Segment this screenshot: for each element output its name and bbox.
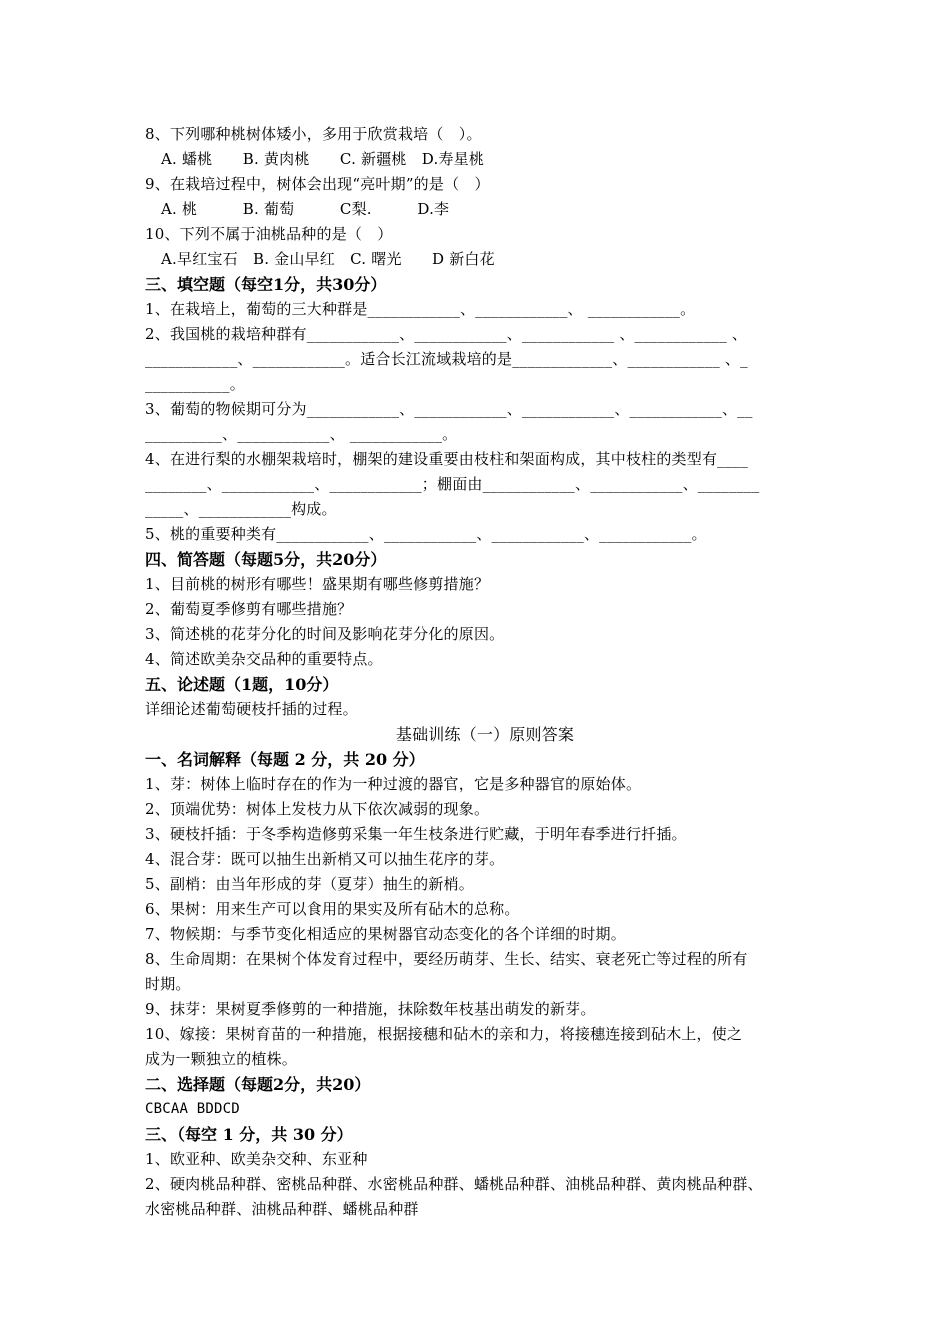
section-heading: 四、简答题（每题5分，共20分） bbox=[145, 550, 387, 569]
text-line: 3、简述桃的花芽分化的时间及影响花芽分化的原因。 bbox=[145, 625, 505, 643]
text-line: 成为一颗独立的植株。 bbox=[145, 1050, 298, 1068]
text-line: __________、____________、 ____________。 bbox=[145, 425, 458, 443]
text-line: 1、在栽培上，葡萄的三大种群是____________、____________、 ____________。 bbox=[145, 300, 696, 318]
document-content bbox=[145, 122, 825, 1222]
answer-key-title: 基础训练（一）原则答案 bbox=[395, 725, 575, 744]
text-line: 4、在进行梨的水棚架栽培时，棚架的建设重要由枝柱和架面构成，其中枝柱的类型有____ bbox=[145, 450, 748, 468]
text-line: 7、物候期：与季节变化相适应的果树器官动态变化的各个详细的时期。 bbox=[145, 925, 626, 943]
text-line: 2、硬肉桃品种群、密桃品种群、水密桃品种群、蟠桃品种群、油桃品种群、黄肉桃品种群、 bbox=[145, 1175, 763, 1193]
text-line: 2、顶端优势：树体上发枝力从下依次减弱的现象。 bbox=[145, 800, 490, 818]
text-line: 9、抹芽：果树夏季修剪的一种措施，抹除数年枝基出萌发的新芽。 bbox=[145, 1000, 596, 1018]
text-line: 详细论述葡萄硬枝扦插的过程。 bbox=[145, 700, 358, 718]
section-heading: 三、（每空 1 分，共 30 分） bbox=[145, 1125, 353, 1144]
text-line: ___________。 bbox=[145, 375, 245, 393]
text-line: ____________、____________。适合长江流域栽培的是_____________、____________ 、_ bbox=[145, 350, 748, 368]
text-line: 4、混合芽：既可以抽生出新梢又可以抽生花序的芽。 bbox=[145, 850, 505, 868]
text-line: 5、桃的重要种类有____________、____________、____________、____________。 bbox=[145, 525, 707, 543]
text-line: 10、嫁接：果树育苗的一种措施，根据接穗和砧木的亲和力，将接穗连接到砧木上，使之 bbox=[145, 1025, 743, 1043]
text-line: 10、下列不属于油桃品种的是（ ） bbox=[145, 225, 393, 243]
text-line: ________、____________、____________；棚面由____________、____________、________ bbox=[145, 475, 760, 493]
answer-options: A.早红宝石 B. 金山早红 C. 曙光 D 新白花 bbox=[161, 250, 495, 268]
text-line: 1、芽：树体上临时存在的作为一种过渡的器官，它是多种器官的原始体。 bbox=[145, 775, 642, 793]
section-heading: 一、名词解释（每题 2 分，共 20 分） bbox=[145, 750, 425, 769]
text-line: 3、葡萄的物候期可分为____________、____________、____________、____________、__ bbox=[145, 400, 753, 418]
text-line: 9、在栽培过程中，树体会出现“亮叶期”的是（ ） bbox=[145, 175, 490, 193]
text-line: 3、硬枝扦插：于冬季构造修剪采集一年生枝条进行贮藏，于明年春季进行扦插。 bbox=[145, 825, 687, 843]
text-line: 4、简述欧美杂交品种的重要特点。 bbox=[145, 650, 383, 668]
text-line: 1、目前桃的树形有哪些！盛果期有哪些修剪措施？ bbox=[145, 575, 490, 593]
section-heading: 三、填空题（每空1分，共30分） bbox=[145, 275, 387, 294]
answer-options: A. 蟠桃 B. 黄肉桃 C. 新疆桃 D.寿星桃 bbox=[161, 150, 485, 168]
answer-options: A. 桃 B. 葡萄 C梨. D.李 bbox=[161, 200, 450, 218]
section-heading: 五、论述题（1题，10分） bbox=[145, 675, 339, 694]
section-heading: 二、选择题（每题2分，共20） bbox=[145, 1075, 371, 1094]
text-line: 2、我国桃的栽培种群有____________、____________、____________ 、____________ 、 bbox=[145, 325, 748, 343]
text-line: 8、生命周期：在果树个体发育过程中，要经历萌芽、生长、结实、衰老死亡等过程的所有 bbox=[145, 950, 748, 968]
text-line: 水密桃品种群、油桃品种群、蟠桃品种群 bbox=[145, 1200, 419, 1218]
text-line: 8、下列哪种桃树体矮小，多用于欣赏栽培（ ）。 bbox=[145, 125, 482, 143]
text-line: 5、副梢：由当年形成的芽（夏芽）抽生的新梢。 bbox=[145, 875, 474, 893]
answer-codes: CBCAA BDDCD bbox=[145, 1101, 240, 1117]
text-line: 1、欧亚种、欧美杂交种、东亚种 bbox=[145, 1150, 368, 1168]
text-line: _____、____________构成。 bbox=[145, 500, 337, 518]
text-line: 2、葡萄夏季修剪有哪些措施？ bbox=[145, 600, 353, 618]
text-line: 时期。 bbox=[145, 975, 191, 993]
text-line: 6、果树：用来生产可以食用的果实及所有砧木的总称。 bbox=[145, 900, 520, 918]
